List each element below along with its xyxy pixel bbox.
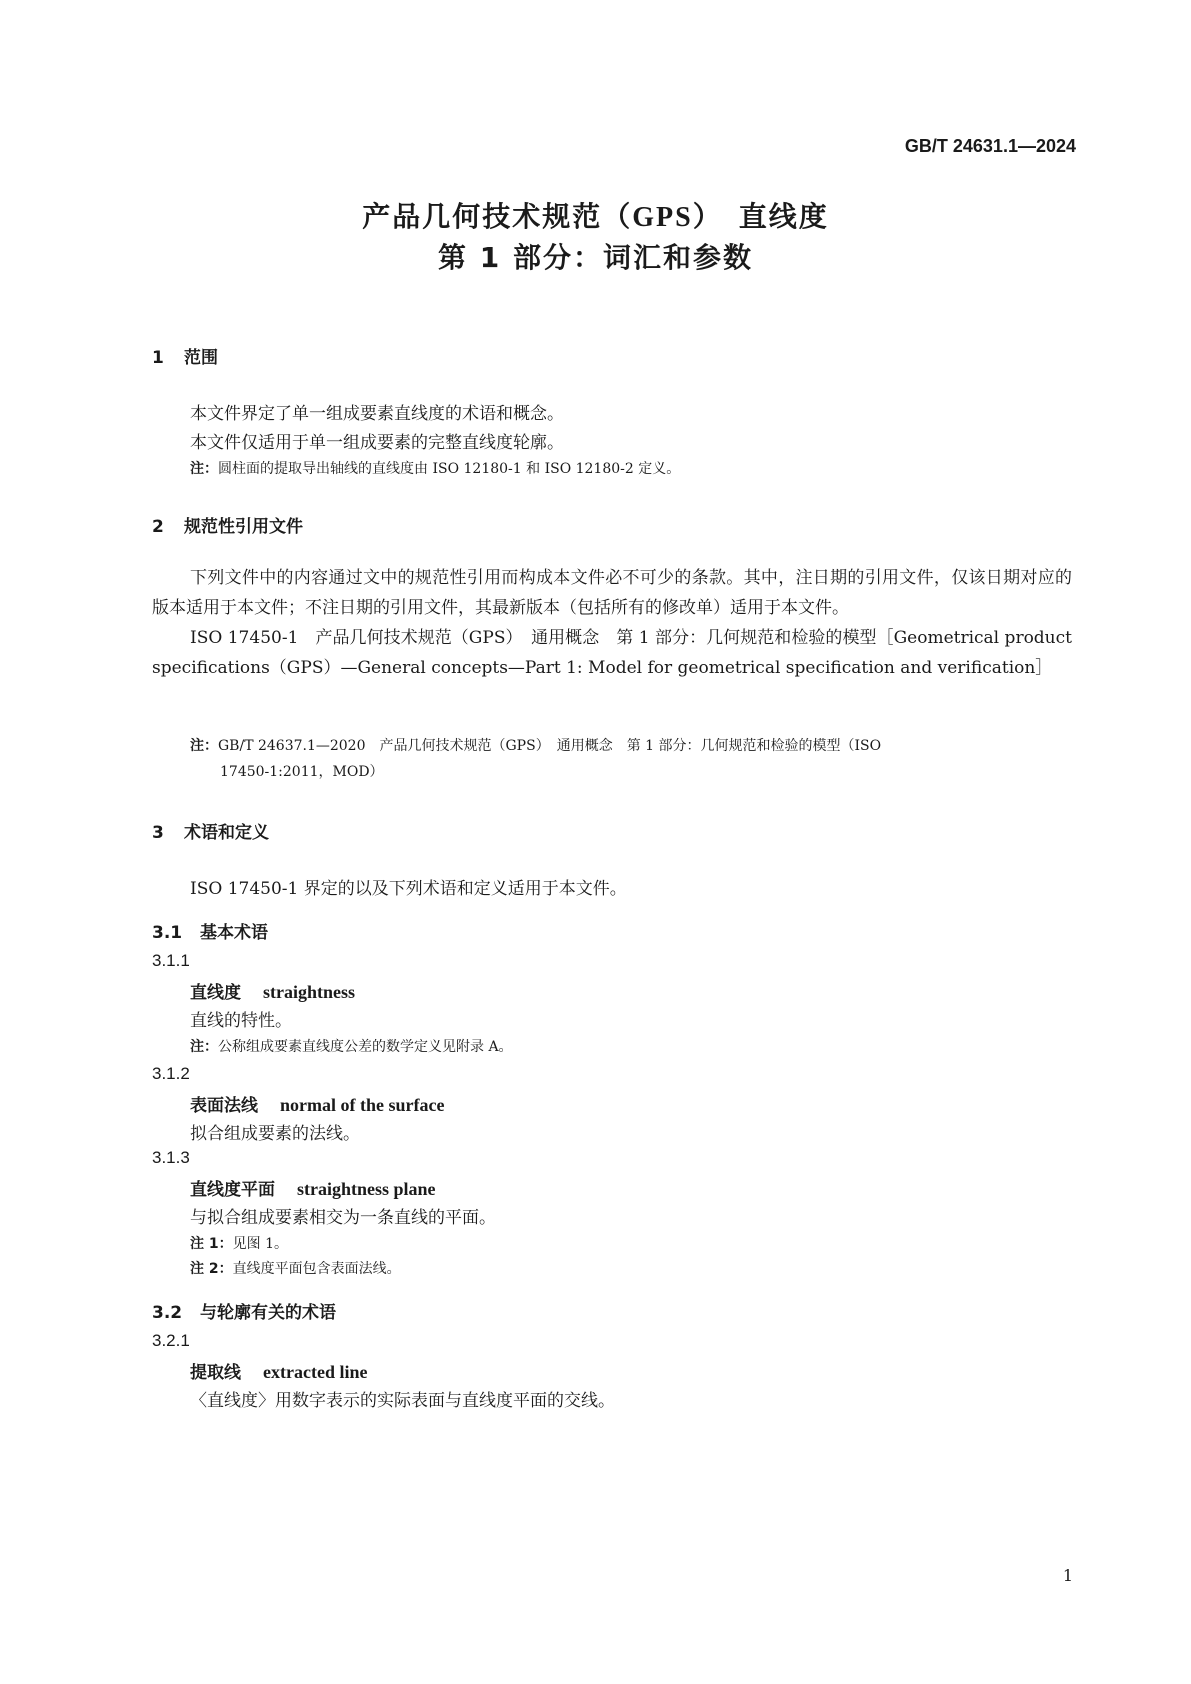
term-extracted-line-definition: 〈直线度〉用数字表示的实际表面与直线度平面的交线。 — [190, 1391, 615, 1411]
term-straightness: 直线度 straightness — [190, 982, 356, 1003]
subsection-heading-basic-terms: 3.1 基本术语 — [152, 923, 268, 943]
term-extracted-line: 提取线 extracted line — [190, 1362, 368, 1383]
term-straightness-plane: 直线度平面 straightness plane — [190, 1179, 436, 1200]
term-straightness-plane-definition: 与拟合组成要素相交为一条直线的平面。 — [190, 1208, 496, 1228]
standard-code: GB/T 24631.1—2024 — [904, 136, 1076, 156]
term-straightness-note: 注：公称组成要素直线度公差的数学定义见附录 A。 — [190, 1039, 513, 1055]
term-straightness-plane-note-1: 注 1：见图 1。 — [190, 1236, 288, 1252]
section-heading-terms: 3 术语和定义 — [152, 823, 269, 843]
scope-note: 注：圆柱面的提取导出轴线的直线度由 ISO 12180-1 和 ISO 12180-2 定义。 — [190, 461, 681, 477]
term-number-3-1-3: 3.1.3 — [152, 1148, 190, 1167]
terms-intro: ISO 17450-1 界定的以及下列术语和定义适用于本文件。 — [190, 879, 627, 899]
normative-references-note: 注：GB/T 24637.1—2020 产品几何技术规范（GPS） 通用概念 第 1 部分：几何规范和检验的模型（ISO 17450-1:2011，MOD） — [190, 738, 882, 780]
document-title-line2: 第 1 部分：词汇和参数 — [438, 241, 753, 274]
term-number-3-1-1: 3.1.1 — [152, 951, 190, 970]
term-straightness-definition: 直线的特性。 — [190, 1011, 292, 1031]
scope-paragraph-1: 本文件界定了单一组成要素直线度的术语和概念。 — [190, 404, 564, 424]
page-number: 1 — [1062, 1566, 1073, 1585]
term-straightness-plane-note-2: 注 2：直线度平面包含表面法线。 — [190, 1261, 401, 1277]
scope-paragraph-2: 本文件仅适用于单一组成要素的完整直线度轮廓。 — [190, 433, 564, 453]
term-normal-of-the-surface: 表面法线 normal of the surface — [190, 1095, 445, 1116]
normative-references-paragraph: 下列文件中的内容通过文中的规范性引用而构成本文件必不可少的条款。其中，注日期的引用文件，仅该日期对应的版本适用于本文件；不注日期的引用文件，其最新版本（包括所有的修改单）适用于本文件。 — [152, 568, 1072, 618]
reference-iso-17450-1: ISO 17450-1 产品几何技术规范（GPS） 通用概念 第 1 部分：几何规范和检验的模型［Geometrical product specifications（GPS）—General concepts—Part 1: Model for geometrical specification and verification］ — [152, 628, 1072, 678]
term-number-3-2-1: 3.2.1 — [152, 1331, 190, 1350]
term-number-3-1-2: 3.1.2 — [152, 1064, 190, 1083]
document-title-line1: 产品几何技术规范（GPS） 直线度 — [362, 200, 829, 233]
section-heading-scope: 1 范围 — [152, 348, 218, 368]
subsection-heading-profile-terms: 3.2 与轮廓有关的术语 — [152, 1303, 336, 1323]
term-normal-definition: 拟合组成要素的法线。 — [190, 1124, 360, 1144]
normative-references-body — [152, 563, 1072, 683]
section-heading-normative-references: 2 规范性引用文件 — [152, 517, 303, 537]
